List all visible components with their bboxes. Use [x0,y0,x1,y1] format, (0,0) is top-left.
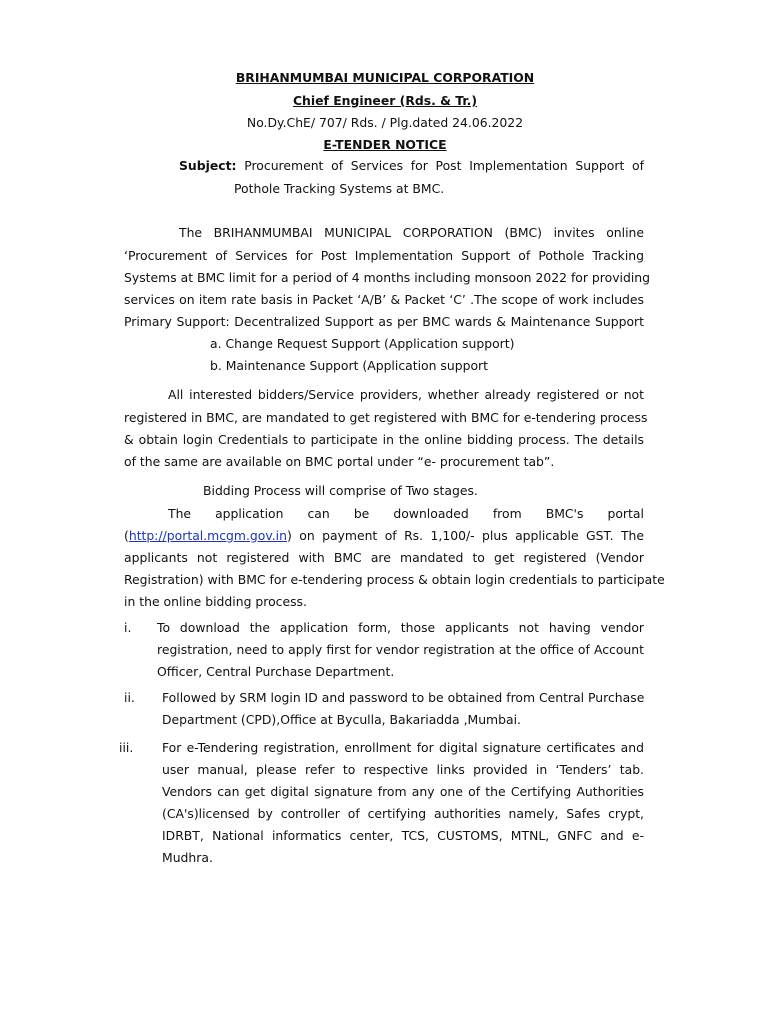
word: be [353,506,370,521]
list-item-line: For e-Tendering registration, enrollment for digital signature certificates and [162,740,644,755]
list-item-line: registration, need to apply first for vendor registration at the office of Account [157,642,644,657]
list-number: i. [124,620,132,635]
para1-line-5: Primary Support: Decentralized Support as per BMC wards & Maintenance Support [124,314,644,329]
open-paren: ( [124,528,129,543]
scope-item-a: a. Change Request Support (Application support) [210,336,515,351]
list-item-line: Followed by SRM login ID and password to be obtained from Central Purchase [162,690,645,705]
list-item-line: IDRBT, National informatics center, TCS, CUSTOMS, MTNL, GNFC and e- [162,828,644,843]
word: from [492,506,522,521]
list-item-line: Department (CPD),Office at Byculla, Bakariadda ,Mumbai. [162,712,521,727]
subject-text-1: Procurement of Services for Post Implementation Support of [244,158,644,173]
word: portal [607,506,644,521]
word: can [307,506,330,521]
list-item-line: Officer, Central Purchase Department. [157,664,395,679]
para1-line-2: ‘Procurement of Services for Post Implementation Support of Pothole Tracking [124,248,644,263]
word: The [168,506,192,521]
word: BMC's [545,506,584,521]
para3-line-3: applicants not registered with BMC are mandated to get registered (Vendor [124,550,644,565]
subject-line-1 [179,158,644,173]
list-item-line: user manual, please refer to respective links provided in ‘Tenders’ tab. [162,762,644,777]
scope-item-b: b. Maintenance Support (Application support [210,358,488,373]
para3-line-5: in the online bidding process. [124,594,307,609]
para2-line-3: & obtain login Credentials to participate in the online bidding process. The details [124,432,644,447]
para3-line-1 [168,506,644,521]
list-item-line: Vendors can get digital signature from any one of the Certifying Authorities [162,784,644,799]
para3-line-2-rest: ) on payment of Rs. 1,100/- plus applicable GST. The [286,528,644,543]
list-item-line: Mudhra. [162,850,213,865]
para1-line-1: The BRIHANMUMBAI MUNICIPAL CORPORATION (BMC) invites online [179,225,644,240]
list-number: iii. [119,740,134,755]
list-item-line: To download the application form, those applicants not having vendor [157,620,644,635]
bidding-intro: Bidding Process will comprise of Two stages. [203,483,478,498]
para2-line-4: of the same are available on BMC portal under “e- procurement tab”. [124,454,555,469]
list-item-line: (CA's)licensed by controller of certifying authorities namely, Safes crypt, [162,806,644,821]
para2-line-2: registered in BMC, are mandated to get registered with BMC for e-tendering process [124,410,648,425]
para1-line-4: services on item rate basis in Packet ‘A/B’ & Packet ‘C’ .The scope of work includes [124,292,644,307]
para2-line-1: All interested bidders/Service providers, whether already registered or not [168,387,644,402]
list-number: ii. [124,690,135,705]
portal-link[interactable]: http://portal.mcgm.gov.in [128,528,287,543]
para1-line-3: Systems at BMC limit for a period of 4 months including monsoon 2022 for providing [124,270,650,285]
word: application [215,506,284,521]
subject-line-2: Pothole Tracking Systems at BMC. [234,181,445,196]
word: downloaded [393,506,469,521]
para3-line-2 [124,528,644,543]
office-title: Chief Engineer (Rds. & Tr.) [292,93,478,108]
org-title: BRIHANMUMBAI MUNICIPAL CORPORATION [235,70,535,85]
subject-label: Subject: [179,158,237,173]
reference-line: No.Dy.ChE/ 707/ Rds. / Plg.dated 24.06.2022 [246,115,524,130]
notice-title: E-TENDER NOTICE [323,137,447,152]
para3-line-4: Registration) with BMC for e-tendering process & obtain login credentials to participate [124,572,665,587]
